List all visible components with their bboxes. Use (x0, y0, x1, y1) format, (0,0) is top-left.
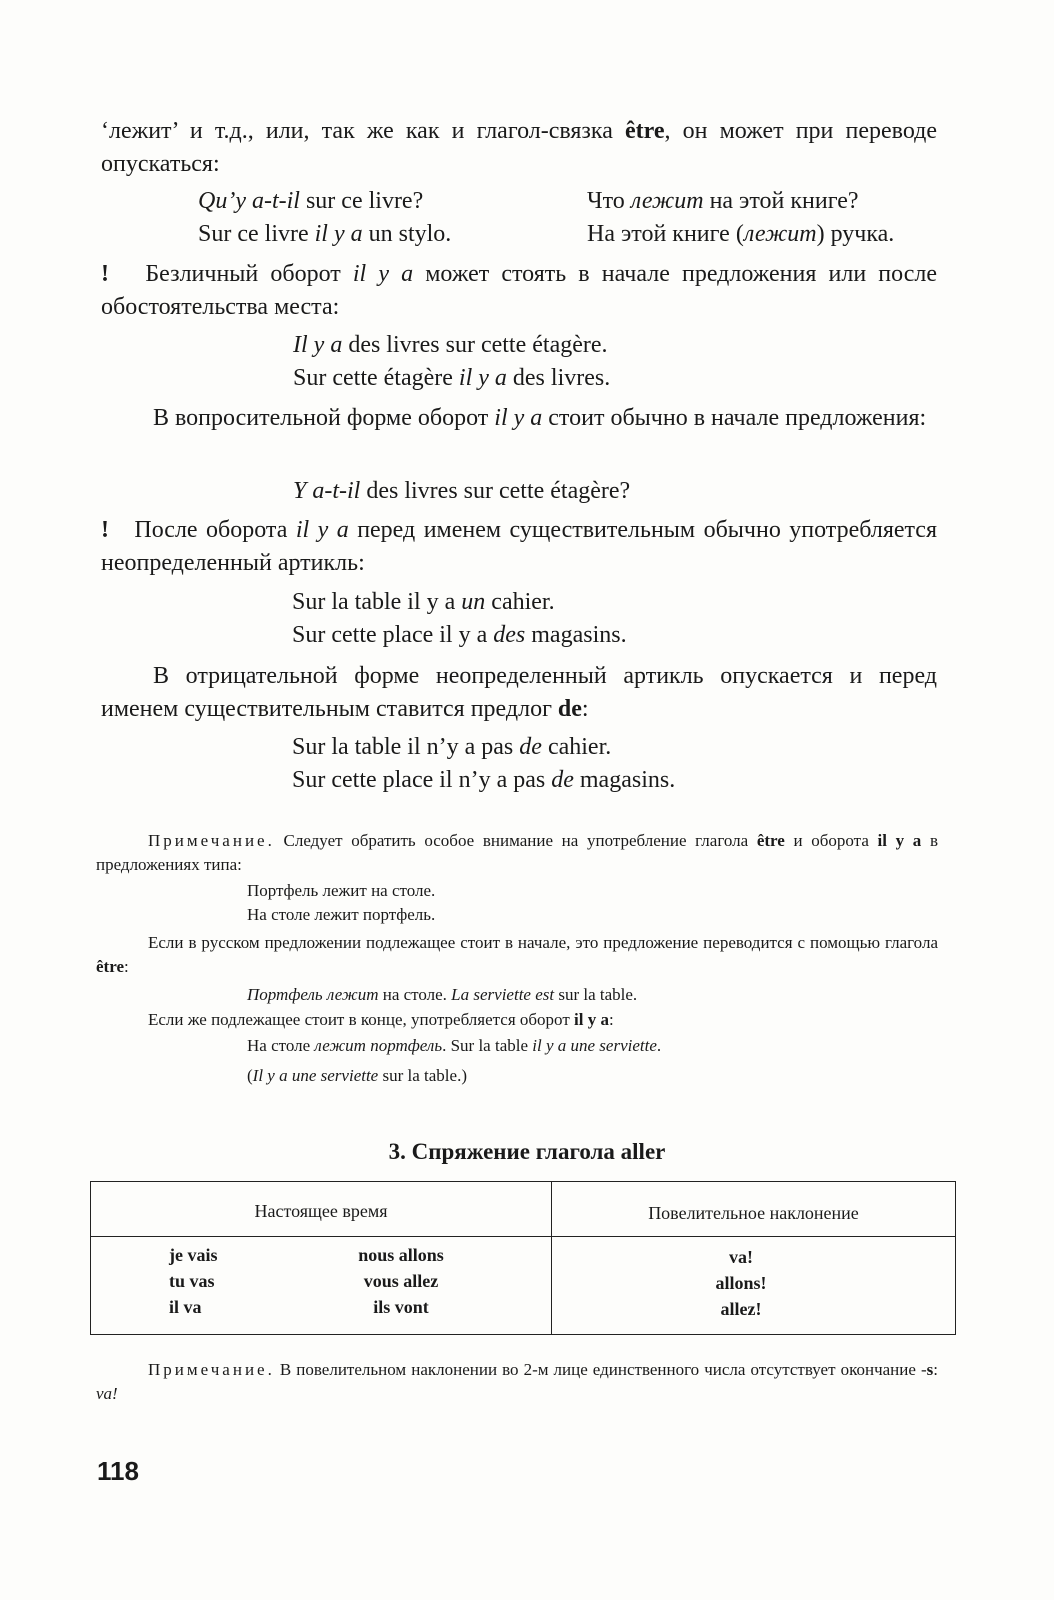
page-number: 118 (97, 1456, 139, 1486)
example-2-line-1: Il y a des livres sur cette étagère. (293, 332, 608, 358)
example-5-line-2: Sur cette place il n’y a pas de magasins. (292, 767, 676, 793)
table-row: tu vas (169, 1271, 215, 1291)
note-example-5: (Il y a une serviette sur la table.) (247, 1066, 467, 1085)
note-rule-subject-end: Если же подлежащее стоит в конце, употребляется оборот il y a: (148, 1010, 614, 1029)
exclamation-mark: ! (101, 517, 109, 543)
note-label: Примечание. (148, 831, 275, 850)
example-4-line-2: Sur cette place il y a des magasins. (292, 622, 627, 648)
table-row: allons! (715, 1273, 767, 1293)
note-label: Примечание. (148, 1360, 275, 1379)
paragraph-interrogative: В вопросительной форме оборот il y a стоит обычно в начале предложения: (153, 405, 927, 431)
section-heading: 3. Спряжение глагола aller (388, 1139, 666, 1164)
paragraph-intro-continuation: ‘лежит’ и т.д., или, так же как и глагол-связка être, он может при переводе опускаться: (101, 118, 937, 177)
table-row: nous allons (358, 1245, 444, 1265)
paragraph-indefinite-article: ! После оборота il y a перед именем существительным обычно употребляется неопределенный артикль: (101, 517, 937, 576)
exclamation-mark: ! (101, 261, 109, 287)
example-ru-1: Что лежит на этой книге? (587, 188, 859, 214)
example-fr-2: Sur ce livre il y a un stylo. (198, 221, 452, 247)
header-imperative: Повелительное наклонение (648, 1203, 859, 1223)
table-row: je vais (169, 1245, 218, 1265)
present-plural-column (331, 1242, 471, 1320)
note-example-3: Портфель лежит на столе. La serviette est sur la table. (247, 985, 638, 1004)
table-row: ils vont (373, 1297, 429, 1317)
table-row: il va (169, 1297, 202, 1317)
conjugation-table (90, 1181, 956, 1335)
table-row: allez! (720, 1299, 762, 1319)
imperative-column (681, 1244, 801, 1322)
example-4-line-1: Sur la table il y a un cahier. (292, 589, 555, 615)
note-example-4: На столе лежит портфель. Sur la table il y a une serviette. (247, 1036, 662, 1055)
example-fr-1: Qu’y a-t-il sur ce livre? (198, 188, 424, 214)
example-2-line-2: Sur cette étagère il y a des livres. (293, 365, 611, 391)
table-row: va! (729, 1247, 753, 1267)
header-present-tense: Настоящее время (254, 1201, 388, 1221)
paragraph-impersonal-position: ! Безличный оборот il y a может стоять в начале предложения или после обостоятельства места: (101, 261, 938, 320)
note-etre-vs-il-y-a: Примечание. Следует обратить особое внимание на употребление глагола être и оборота il y a в предложениях типа: (96, 831, 938, 874)
note-rule-subject-start: Если в русском предложении подлежащее стоит в начале, это предложение переводится с помощью глагола être: (96, 933, 938, 976)
table-row: vous allez (363, 1271, 439, 1291)
example-ru-2: На этой книге (лежит) ручка. (587, 221, 895, 247)
paragraph-negative-form: В отрицательной форме неопределенный артикль опускается и перед именем существительным ставится предлог de: (101, 663, 937, 722)
example-3-line-1: Y a-t-il des livres sur cette étagère? (293, 478, 631, 504)
example-5-line-1: Sur la table il n’y a pas de cahier. (292, 734, 612, 760)
present-singular-column (169, 1242, 218, 1320)
note-example-2: На столе лежит портфель. (247, 905, 436, 924)
note-imperative-ending: Примечание. В повелительном наклонении во 2-м лице единственного числа отсутствует окончание -s: va! (96, 1360, 938, 1403)
note-example-1: Портфель лежит на столе. (247, 881, 436, 900)
